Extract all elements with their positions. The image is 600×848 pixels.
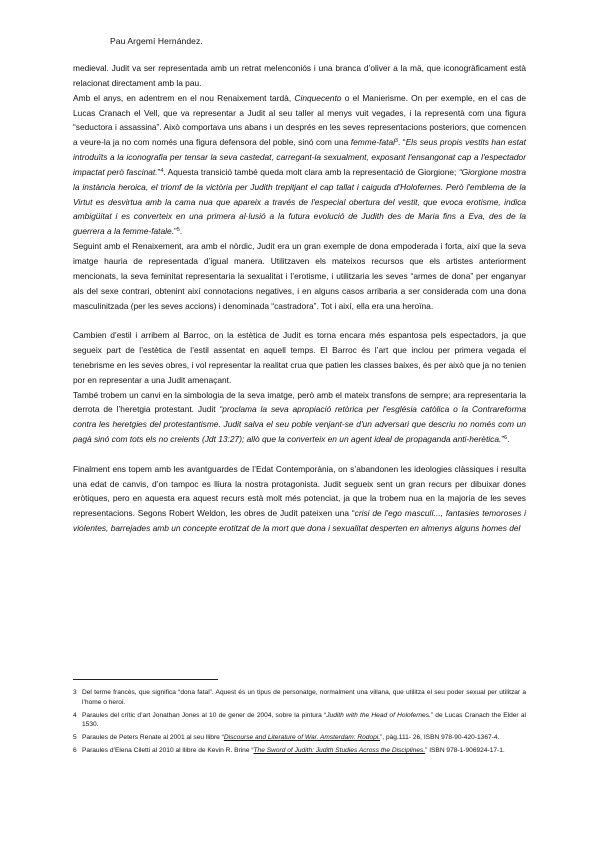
running-header-author: Pau Argemí Hernández. [110,36,203,46]
paragraph-4 [73,328,526,387]
text-run: ” [501,434,505,445]
paragraph-4-text: Cambien d’estil i arribem al Barroc, on la estètica de Judit es torna encara més espantosa pels espectadors, ja que segueix part de l’estètica de l’estil assentat en aquell temps. El Barroc és l’art que inclou per primera vegada el tenebrisme en les seves obres, i vol representar la realitat crua que patien les classes baixes, és per això que ja no tenien por en representar a una Judit amenaçant. [73,330,526,385]
text-run: ” de Lucas Cranach the Elder al 1530. [82,711,526,729]
text-run: . Aquesta transició també queda molt clara amb la representació de Giorgione; [163,166,457,177]
text-run: Amb el anys, en adentrem en el nou Renaixement tardà, [73,92,292,103]
text-run: ” [157,166,161,177]
footnote-5 [73,733,526,743]
quote-renate: “Giorgione mostra la instància heroica, el triomf de la victòria per Judith trepitjant el cap tallat i caiguda d'Holofernes. Però l'emblema de la Virtut es desvirtua amb la cama nua que apareix a través de l'especial obertura del vestit, que evoca erotisme, indica ambigüitat i es converteix en una primera al·lusió a la futura evolució de Judith des de Maria fins a Eva, des de la guerrera a la femme-fatale. [73,166,526,237]
italic-term-femme-fatal: femme-fatal [350,137,395,148]
footnote-4 [73,711,526,730]
footnote-number: 3 [73,689,77,696]
text-run: Paraules d’Elena Ciletti al 2010 al llibre de Kevin R. Brine “ [82,747,254,755]
footnote-number: 4 [73,711,77,719]
text-run: ” ISBN 978-1-906924-17-1. [425,747,505,755]
italic-term-cinquecento: Cinquecento [294,92,342,103]
footnote-text [82,733,526,743]
book-title-link[interactable]: Discourse and Literature of War. Amsterdam: Rodopi. [223,734,381,742]
paragraph-1 [73,61,526,91]
footnote-6 [73,746,526,756]
paragraph-3 [73,239,526,313]
text-run: ” [174,226,177,237]
text-run: Paraules de Peters Renate al 2001 al seu llibre “ [82,734,224,742]
text-run: Finalment ens topem amb les avantguardes de l’Edat Contemporània, on s’abandonen les ideologies clàssiques i resulta una edat de canvis, d’on tampoc es lliura la nostra protagonista. Judit segueix sent un gran recurs per dibuixar dones eròtiques, pero en aquesta era aquest recurs està molt més potenciat, ja que la trobem nua en la majoria de les seves representacions. Segons Robert Weldon, les obres de Judit pateixen una “ [73,463,526,519]
footnote-ref-4[interactable]: 4 [160,167,164,174]
footnote-ref-6[interactable]: 6 [504,435,508,442]
text-run: Paraules del crític d’art Jonathan Jones al 10 de gener de 2004, sobre la pintura “ [82,711,327,719]
book-title-link[interactable]: The Sword of Judith: Judith Studies Across the Disciplines. [253,747,426,755]
paragraph-6 [73,462,526,536]
quote-ciletti: “proclama la seva apropiació retòrica per l'església catòlica o la Contrareforma contra les heretgies del protestantisme. Judit salva el seu poble venjant-se d'un adversari que descriu no només com un pagà sinó com tots els no creients (Jdt 13:27); allò que la converteix en un agent ideal de propaganda anti-herètica. [73,404,526,445]
body-text [73,61,526,536]
paragraph-2 [73,91,526,239]
footnote-separator [73,679,218,680]
footnote-text: Del terme francès, que significa “dona fatal”. Aquest és un tipus de personatge, normalment una villana, que utilitza el seu poder sexual per utilitzar a l’home o heroi. [82,689,526,706]
text-run: . [179,226,183,237]
paragraph-3-text: Seguint amb el Renaixement, ara amb el nòrdic, Judit era un gran exemple de dona empoderada i forta, així que la seva imatge hauria de representada d’igual manera. Utilitzaven els mateixos recursos que els artistes anteriorment mencionats, la seva feminitat representaria la sexualitat i l’erotisme, i utilitzaria les seves “armes de dona” per enganyar als del sexe contrari, obtenint així connotacions negatives, i en alguns casos arribaria a ser considerada com una dona masculinitzada (per les seves accions) i denominada “castradora”. Tot i així, ella era una heroïna. [73,241,526,311]
footnote-number: 6 [73,747,77,755]
footnote-ref-5[interactable]: 5 [176,227,180,234]
text-run: També trobem un canvi en la simbologia de la seva imatge, però amb el mateix transfons de sempre; ara representaria la derrota de l’heretgia protestant. Judit [73,389,526,415]
text-run: o el Manierisme. On per exemple, en el cas de Lucas Cranach el Vell, que va representar a Judit al seu taller al menys vuit vegades, i la representà com una figura “seductora i assassina”. Això comportava uns abans i un després en les seves representacions posteriors, que comencen a veure-la ja no com només una figura defensora del poble, sinó com una [73,92,527,148]
text-run: ”, pàg.111- 26, ISBN 978-90-420-1367-4. [380,734,500,742]
paragraph-1-text: medieval. Judit va ser representada amb un retrat melenconiós i una branca d’oliver a la mà, que iconogràficament està relacionat directament amb la pau. [73,63,526,88]
paragraph-5 [73,388,526,447]
text-run: . [507,434,510,445]
footnote-ref-3[interactable]: 3 [394,138,398,145]
footnotes [73,688,526,759]
footnote-text [82,711,526,730]
footnote-text [82,746,526,756]
artwork-title: Judith with the Head of Holofernes. [326,711,431,719]
quote-jones: Els seus propis vestits han estat introduïts a la iconografia per tensar la seva castedat, carregant-la sexualment, exposant l'ensangonat cap a l'espectador impactat però fascinat. [73,137,526,177]
footnote-3 [73,688,526,707]
footnote-number: 5 [73,734,77,742]
text-run: . “ [397,137,406,148]
quote-weldon: crisi de l'ego masculí..., fantasies temoroses i violentes, barrejades amb un concepte erotitzat de la mort que dona i sexualitat desperten en almenys alguns homes del [73,508,526,534]
